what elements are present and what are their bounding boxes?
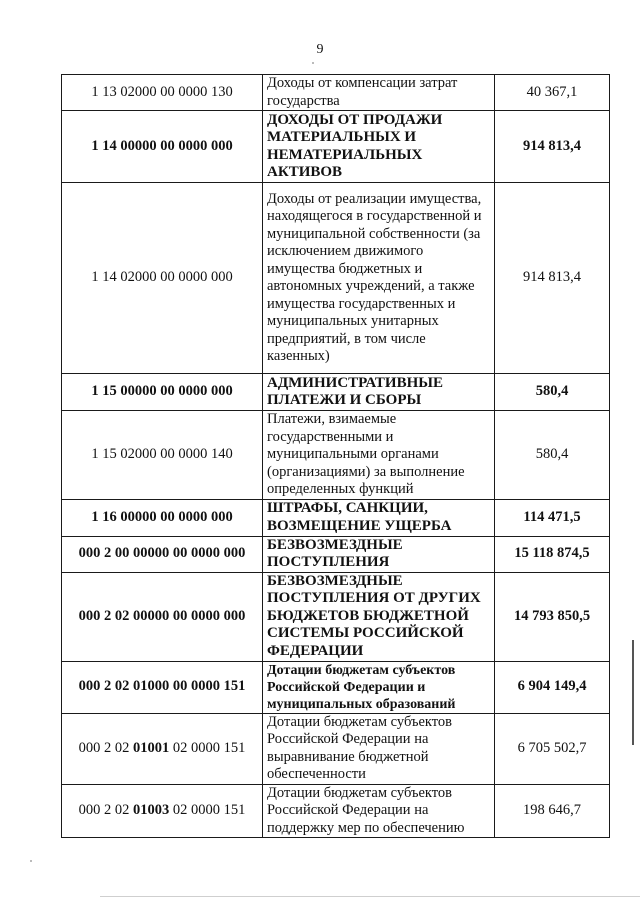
code-suffix: 02 0000 151 [169, 739, 246, 756]
amount-cell: 6 705 502,7 [495, 713, 610, 784]
amount-cell: 15 118 874,5 [495, 536, 610, 572]
table-row [62, 536, 610, 572]
budget-code-cell: 000 2 00 00000 00 0000 000 [62, 536, 263, 572]
scan-bottom-line [100, 896, 640, 897]
income-name-cell: Платежи, взимаемые государственными и муниципальными органами (организациями) за выполнение определенных функций [263, 411, 495, 500]
code-bold-part: 01001 [133, 739, 170, 756]
table-row [62, 499, 610, 536]
income-name-cell: БЕЗВОЗМЕЗДНЫЕ ПОСТУПЛЕНИЯ ОТ ДРУГИХ БЮДЖЕТОВ БЮДЖЕТНОЙ СИСТЕМЫ РОССИЙСКОЙ ФЕДЕРАЦИИ [263, 572, 495, 661]
revenue-table [61, 74, 610, 838]
amount-cell: 580,4 [495, 411, 610, 500]
budget-code-cell: 1 15 00000 00 0000 000 [62, 374, 263, 411]
budget-code-cell: 1 14 00000 00 0000 000 [62, 111, 263, 183]
amount-cell: 6 904 149,4 [495, 661, 610, 713]
code-suffix: 02 0000 151 [169, 802, 246, 818]
scan-speck [312, 62, 314, 64]
revenue-table-wrapper [61, 74, 610, 838]
amount-cell: 114 471,5 [495, 499, 610, 536]
amount-cell: 914 813,4 [495, 183, 610, 374]
table-row [62, 411, 610, 500]
amount-cell: 198 646,7 [495, 784, 610, 838]
budget-code-cell [62, 784, 263, 838]
budget-code-cell [62, 713, 263, 784]
table-row [62, 374, 610, 411]
budget-code-cell: 000 2 02 01000 00 0000 151 [62, 661, 263, 713]
budget-code-cell: 1 14 02000 00 0000 000 [62, 183, 263, 374]
income-name-cell: Дотации бюджетам субъектов Российской Федерации и муниципальных образований [263, 661, 495, 713]
code-bold-part: 01003 [133, 802, 170, 818]
income-name-cell: Доходы от компенсации затрат государства [263, 75, 495, 111]
amount-cell: 14 793 850,5 [495, 572, 610, 661]
income-name-cell: Дотации бюджетам субъектов Российской Федерации на поддержку мер по обеспечению [263, 784, 495, 838]
scan-speck [30, 860, 32, 862]
table-row [62, 111, 610, 183]
budget-code-cell: 000 2 02 00000 00 0000 000 [62, 572, 263, 661]
table-row [62, 661, 610, 713]
income-name-cell: АДМИНИСТРАТИВНЫЕ ПЛАТЕЖИ И СБОРЫ [263, 374, 495, 411]
page-number: 9 [316, 42, 324, 57]
budget-code-cell: 1 16 00000 00 0000 000 [62, 499, 263, 536]
budget-code-cell: 1 15 02000 00 0000 140 [62, 411, 263, 500]
budget-code-cell: 1 13 02000 00 0000 130 [62, 75, 263, 111]
income-name-cell: ДОХОДЫ ОТ ПРОДАЖИ МАТЕРИАЛЬНЫХ И НЕМАТЕРИАЛЬНЫХ АКТИВОВ [263, 111, 495, 183]
income-name-cell: Дотации бюджетам субъектов Российской Федерации на выравнивание бюджетной обеспеченности [263, 713, 495, 784]
amount-cell: 580,4 [495, 374, 610, 411]
amount-cell: 914 813,4 [495, 111, 610, 183]
table-row [62, 784, 610, 838]
table-row [62, 75, 610, 111]
scan-edge-mark [632, 640, 634, 745]
income-name-cell: БЕЗВОЗМЕЗДНЫЕ ПОСТУПЛЕНИЯ [263, 536, 495, 572]
table-row [62, 183, 610, 374]
income-name-cell: ШТРАФЫ, САНКЦИИ, ВОЗМЕЩЕНИЕ УЩЕРБА [263, 499, 495, 536]
table-row [62, 713, 610, 784]
code-prefix: 000 2 02 [78, 739, 133, 756]
income-name-cell: Доходы от реализации имущества, находящегося в государственной и муниципальной собственности (за исключением движимого имущества бюджетных и автономных учреждений, а также имущества государственных и муниципальных унитарных предприятий, в том числе казенных) [263, 183, 495, 374]
amount-cell: 40 367,1 [495, 75, 610, 111]
code-prefix: 000 2 02 [78, 802, 133, 818]
table-row [62, 572, 610, 661]
